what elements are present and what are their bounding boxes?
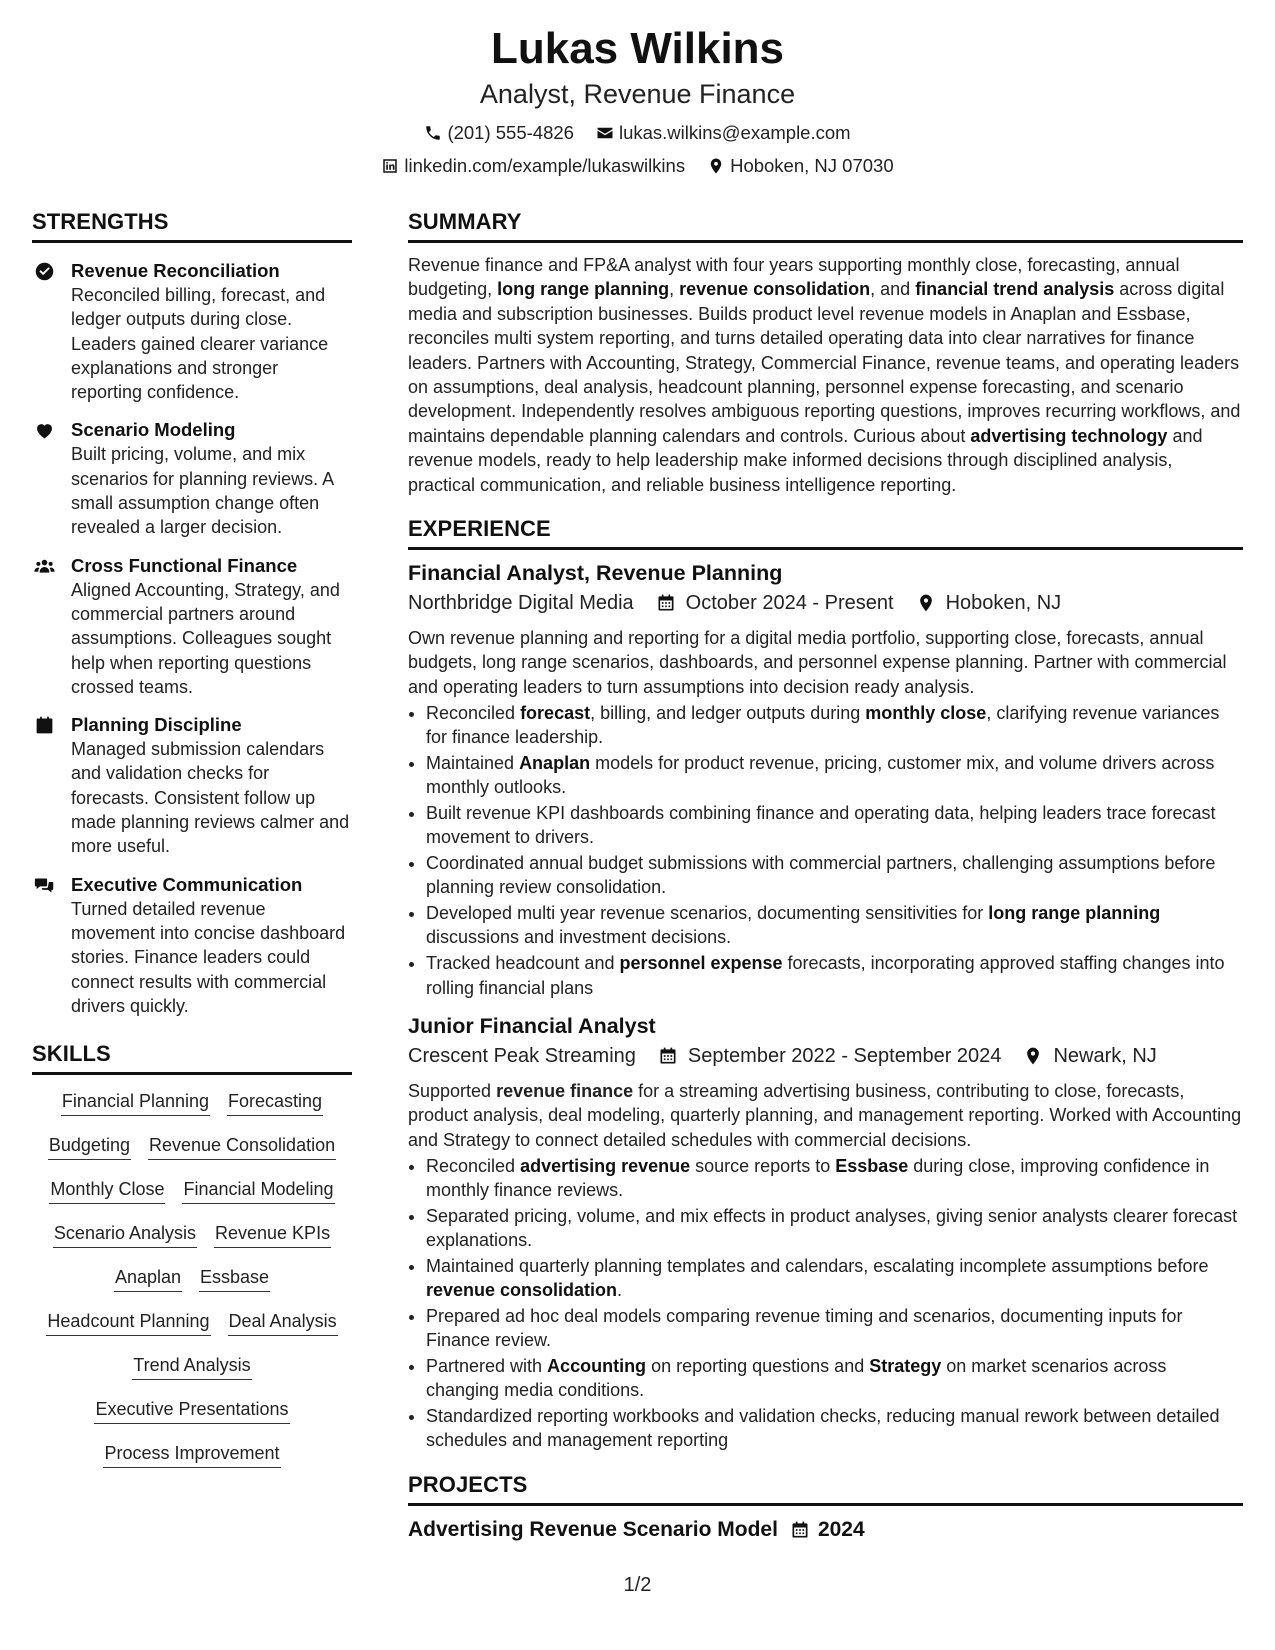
job-dates-icon-wrap	[658, 1046, 678, 1066]
job-bullet: • Maintained quarterly planning templates and calendars, escalating incomplete assumptions before revenue consolidation.	[426, 1254, 1243, 1303]
linkedin-text[interactable]: linkedin.com/example/lukaswilkins	[404, 155, 686, 176]
strength-title: Executive Communication	[71, 873, 303, 895]
page-number: 1/2	[623, 1574, 652, 1596]
experience-list	[408, 559, 1243, 1453]
job-location-icon-wrap	[916, 593, 936, 613]
skill-tag: Process Improvement	[103, 1441, 280, 1468]
strength-item	[32, 418, 352, 539]
strength-description: Reconciled billing, forecast, and ledger outputs during close. Leaders gained clearer variance explanations and stronger reporting confidence.	[71, 285, 329, 403]
resume-header	[0, 22, 1275, 178]
calendar-icon	[656, 593, 676, 613]
bold-keyword: Strategy	[869, 1355, 942, 1376]
strengths-heading: STRENGTHS	[32, 208, 352, 243]
skills-heading: SKILLS	[32, 1040, 352, 1075]
summary-heading: SUMMARY	[408, 208, 1243, 243]
skills-row	[32, 1265, 352, 1292]
candidate-title: Analyst, Revenue Finance	[479, 79, 796, 109]
bold-keyword: Anaplan	[519, 752, 591, 773]
project-item	[408, 1516, 1243, 1544]
skill-tag: Deal Analysis	[228, 1309, 338, 1336]
skill-tag: Monthly Close	[49, 1177, 165, 1204]
job-entry	[408, 559, 1243, 1000]
bold-keyword: Essbase	[835, 1155, 909, 1176]
envelope-icon	[596, 124, 614, 142]
bold-keyword: long range planning	[497, 279, 670, 300]
job-bullet: • Prepared ad hoc deal models comparing revenue timing and scenarios, documenting inputs for Finance review.	[426, 1304, 1243, 1353]
job-meta	[408, 589, 1243, 617]
phone-icon	[424, 124, 442, 142]
skill-tag: Revenue Consolidation	[148, 1133, 336, 1160]
candidate-name: Lukas Wilkins	[490, 24, 785, 73]
skills-row	[32, 1221, 352, 1248]
skills-row	[32, 1353, 352, 1380]
job-location-icon-wrap	[1023, 1046, 1043, 1066]
contact-row-1	[0, 121, 1275, 145]
strength-item	[32, 554, 352, 699]
strength-icon-wrap	[34, 875, 55, 896]
skill-tag: Financial Planning	[61, 1089, 210, 1116]
location-text: Hoboken, NJ 07030	[730, 155, 894, 176]
strength-description: Built pricing, volume, and mix scenarios for planning reviews. A small assumption change often revealed a larger decision.	[71, 444, 334, 538]
job-location: Hoboken, NJ	[945, 592, 1062, 615]
job-bullet: • Partnered with Accounting on reporting questions and Strategy on market scenarios across changing media conditions.	[426, 1354, 1243, 1403]
strength-description: Aligned Accounting, Strategy, and commercial partners around assumptions. Colleagues sought help when reporting questions crossed teams.	[71, 579, 340, 697]
job-location: Newark, NJ	[1053, 1044, 1157, 1067]
job-dates: September 2022 - September 2024	[687, 1044, 1002, 1067]
strength-title: Revenue Reconciliation	[71, 260, 280, 281]
strength-title: Planning Discipline	[71, 714, 242, 736]
strength-description: Turned detailed revenue movement into concise dashboard stories. Finance leaders could connect results with commercial drivers quickly.	[71, 898, 346, 1016]
contact-email[interactable]	[596, 121, 851, 145]
bold-keyword: personnel expense	[619, 953, 783, 974]
skills-row	[32, 1089, 352, 1116]
summary-text: Revenue finance and FP&A analyst with four years supporting monthly close, forecasting, annual budgeting, long range planning, revenue consolidation, and financial trend analysis across digital media and subscription businesses. Builds product level revenue models in Anaplan and Essbase, reconciles multi system reporting, and turns detailed operating data into clear narratives for finance leaders. Partners with Accounting, Strategy, Commercial Finance, revenue teams, and operating leaders on assumptions, deal analysis, headcount planning, personnel expense forecasting, and scenario development. Independently resolves ambiguous reporting questions, improves recurring workflows, and maintains dependable planning calendars and controls. Curious about advertising technology and revenue models, ready to help leadership make informed decisions through disciplined analysis, practical communication, and reliable business intelligence reporting.	[408, 255, 1241, 495]
job-description: Own revenue planning and reporting for a digital media portfolio, supporting close, forecasts, annual budgets, long range scenarios, dashboards, and personnel expense planning. Partner with commercial and operating leaders to turn assumptions into decision ready analysis.	[408, 628, 1227, 697]
job-bullet: • Maintained Anaplan models for product revenue, pricing, customer mix, and volume drivers across monthly outlooks.	[426, 751, 1243, 800]
skill-tag: Budgeting	[48, 1133, 131, 1160]
contact-row-2	[0, 154, 1275, 178]
job-bullets	[408, 701, 1243, 1000]
skills-row	[32, 1441, 352, 1468]
bold-keyword: advertising technology	[970, 425, 1168, 446]
contact-phone	[424, 121, 574, 145]
skills-row	[32, 1397, 352, 1424]
bold-keyword: revenue consolidation	[426, 1280, 618, 1301]
strengths-list	[32, 259, 352, 1018]
skill-tag: Anaplan	[114, 1265, 182, 1292]
skill-tag: Executive Presentations	[94, 1397, 289, 1424]
job-bullets	[408, 1154, 1243, 1453]
projects-list	[408, 1516, 1243, 1544]
job-bullet: • Built revenue KPI dashboards combining finance and operating data, helping leaders trace forecast movement to drivers.	[426, 801, 1243, 850]
job-bullet: • Tracked headcount and personnel expense forecasts, incorporating approved staffing changes into rolling financial plans	[426, 951, 1243, 1000]
skill-tag: Essbase	[199, 1265, 270, 1292]
map-pin-icon	[916, 593, 936, 613]
project-title: Advertising Revenue Scenario Model	[408, 1517, 778, 1541]
comments-icon	[34, 875, 55, 896]
contact-location	[707, 154, 894, 178]
phone-text: (201) 555-4826	[447, 122, 574, 143]
job-bullet: • Coordinated annual budget submissions with commercial partners, challenging assumptions before planning review consolidation.	[426, 851, 1243, 900]
job-entry	[408, 1012, 1243, 1453]
job-dates: October 2024 - Present	[685, 592, 894, 615]
skill-tag: Financial Modeling	[182, 1177, 334, 1204]
projects-heading: PROJECTS	[408, 1471, 1243, 1506]
skill-tag: Trend Analysis	[132, 1353, 251, 1380]
strength-title: Cross Functional Finance	[71, 554, 298, 576]
strength-icon-wrap	[34, 420, 55, 441]
bold-keyword: advertising revenue	[520, 1155, 691, 1176]
skill-tag: Scenario Analysis	[53, 1221, 197, 1248]
heart-icon	[34, 420, 55, 441]
strength-title: Scenario Modeling	[71, 419, 236, 441]
skills-list	[32, 1089, 352, 1468]
strength-item	[32, 259, 352, 404]
bold-keyword: Accounting	[547, 1355, 647, 1376]
job-company: Northbridge Digital Media	[408, 592, 634, 615]
strength-icon-wrap	[34, 715, 55, 736]
job-title: Financial Analyst, Revenue Planning	[408, 561, 783, 586]
job-title: Junior Financial Analyst	[408, 1013, 656, 1038]
left-column	[32, 208, 352, 1468]
calendar-icon	[790, 1520, 810, 1540]
map-pin-icon	[707, 157, 725, 175]
job-bullet: • Separated pricing, volume, and mix effects in product analyses, giving senior analysts clearer forecast explanations.	[426, 1204, 1243, 1253]
job-bullet: • Standardized reporting workbooks and validation checks, reducing manual rework between detailed schedules and management reporting	[426, 1404, 1243, 1453]
strength-item	[32, 873, 352, 1018]
map-pin-icon	[1023, 1046, 1043, 1066]
job-meta	[408, 1042, 1243, 1070]
skill-tag: Forecasting	[227, 1089, 323, 1116]
strength-description: Managed submission calendars and validation checks for forecasts. Consistent follow up made planning reviews calmer and more useful.	[71, 739, 350, 857]
linkedin-icon	[381, 157, 399, 175]
skill-tag: Revenue KPIs	[214, 1221, 331, 1248]
calendar-icon	[658, 1046, 678, 1066]
bold-keyword: revenue finance	[496, 1080, 634, 1101]
bold-keyword: revenue consolidation	[679, 279, 871, 300]
skills-row	[32, 1177, 352, 1204]
job-company: Crescent Peak Streaming	[408, 1044, 636, 1067]
experience-heading: EXPERIENCE	[408, 515, 1243, 550]
bold-keyword: long range planning	[988, 903, 1161, 924]
job-description: Supported revenue finance for a streaming advertising business, contributing to close, forecasts, product analysis, deal modeling, quarterly planning, and management reporting. Worked with Accounting and Strategy to connect detailed schedules with commercial decisions.	[408, 1080, 1242, 1150]
skills-row	[32, 1309, 352, 1336]
strength-icon-wrap	[34, 261, 55, 282]
job-bullet: • Reconciled advertising revenue source reports to Essbase during close, improving confidence in monthly finance reviews.	[426, 1154, 1243, 1203]
contact-linkedin[interactable]	[381, 154, 685, 178]
calendar-icon	[34, 715, 55, 736]
bold-keyword: forecast	[520, 702, 591, 723]
email-text[interactable]: lukas.wilkins@example.com	[618, 122, 851, 143]
check-circle-icon	[34, 261, 55, 282]
skills-row	[32, 1133, 352, 1160]
bold-keyword: monthly close	[865, 702, 987, 723]
project-year: 2024	[817, 1517, 865, 1541]
users-icon	[34, 556, 55, 577]
bold-keyword: financial trend analysis	[915, 279, 1115, 300]
project-date-icon-wrap	[790, 1520, 810, 1540]
job-bullet: • Reconciled forecast, billing, and ledger outputs during monthly close, clarifying revenue variances for finance leadership.	[426, 701, 1243, 750]
strength-icon-wrap	[34, 556, 55, 577]
job-dates-icon-wrap	[656, 593, 676, 613]
right-column	[408, 208, 1243, 1544]
job-bullet: • Developed multi year revenue scenarios, documenting sensitivities for long range planning discussions and investment decisions.	[426, 901, 1243, 950]
skill-tag: Headcount Planning	[46, 1309, 210, 1336]
strength-item	[32, 713, 352, 858]
